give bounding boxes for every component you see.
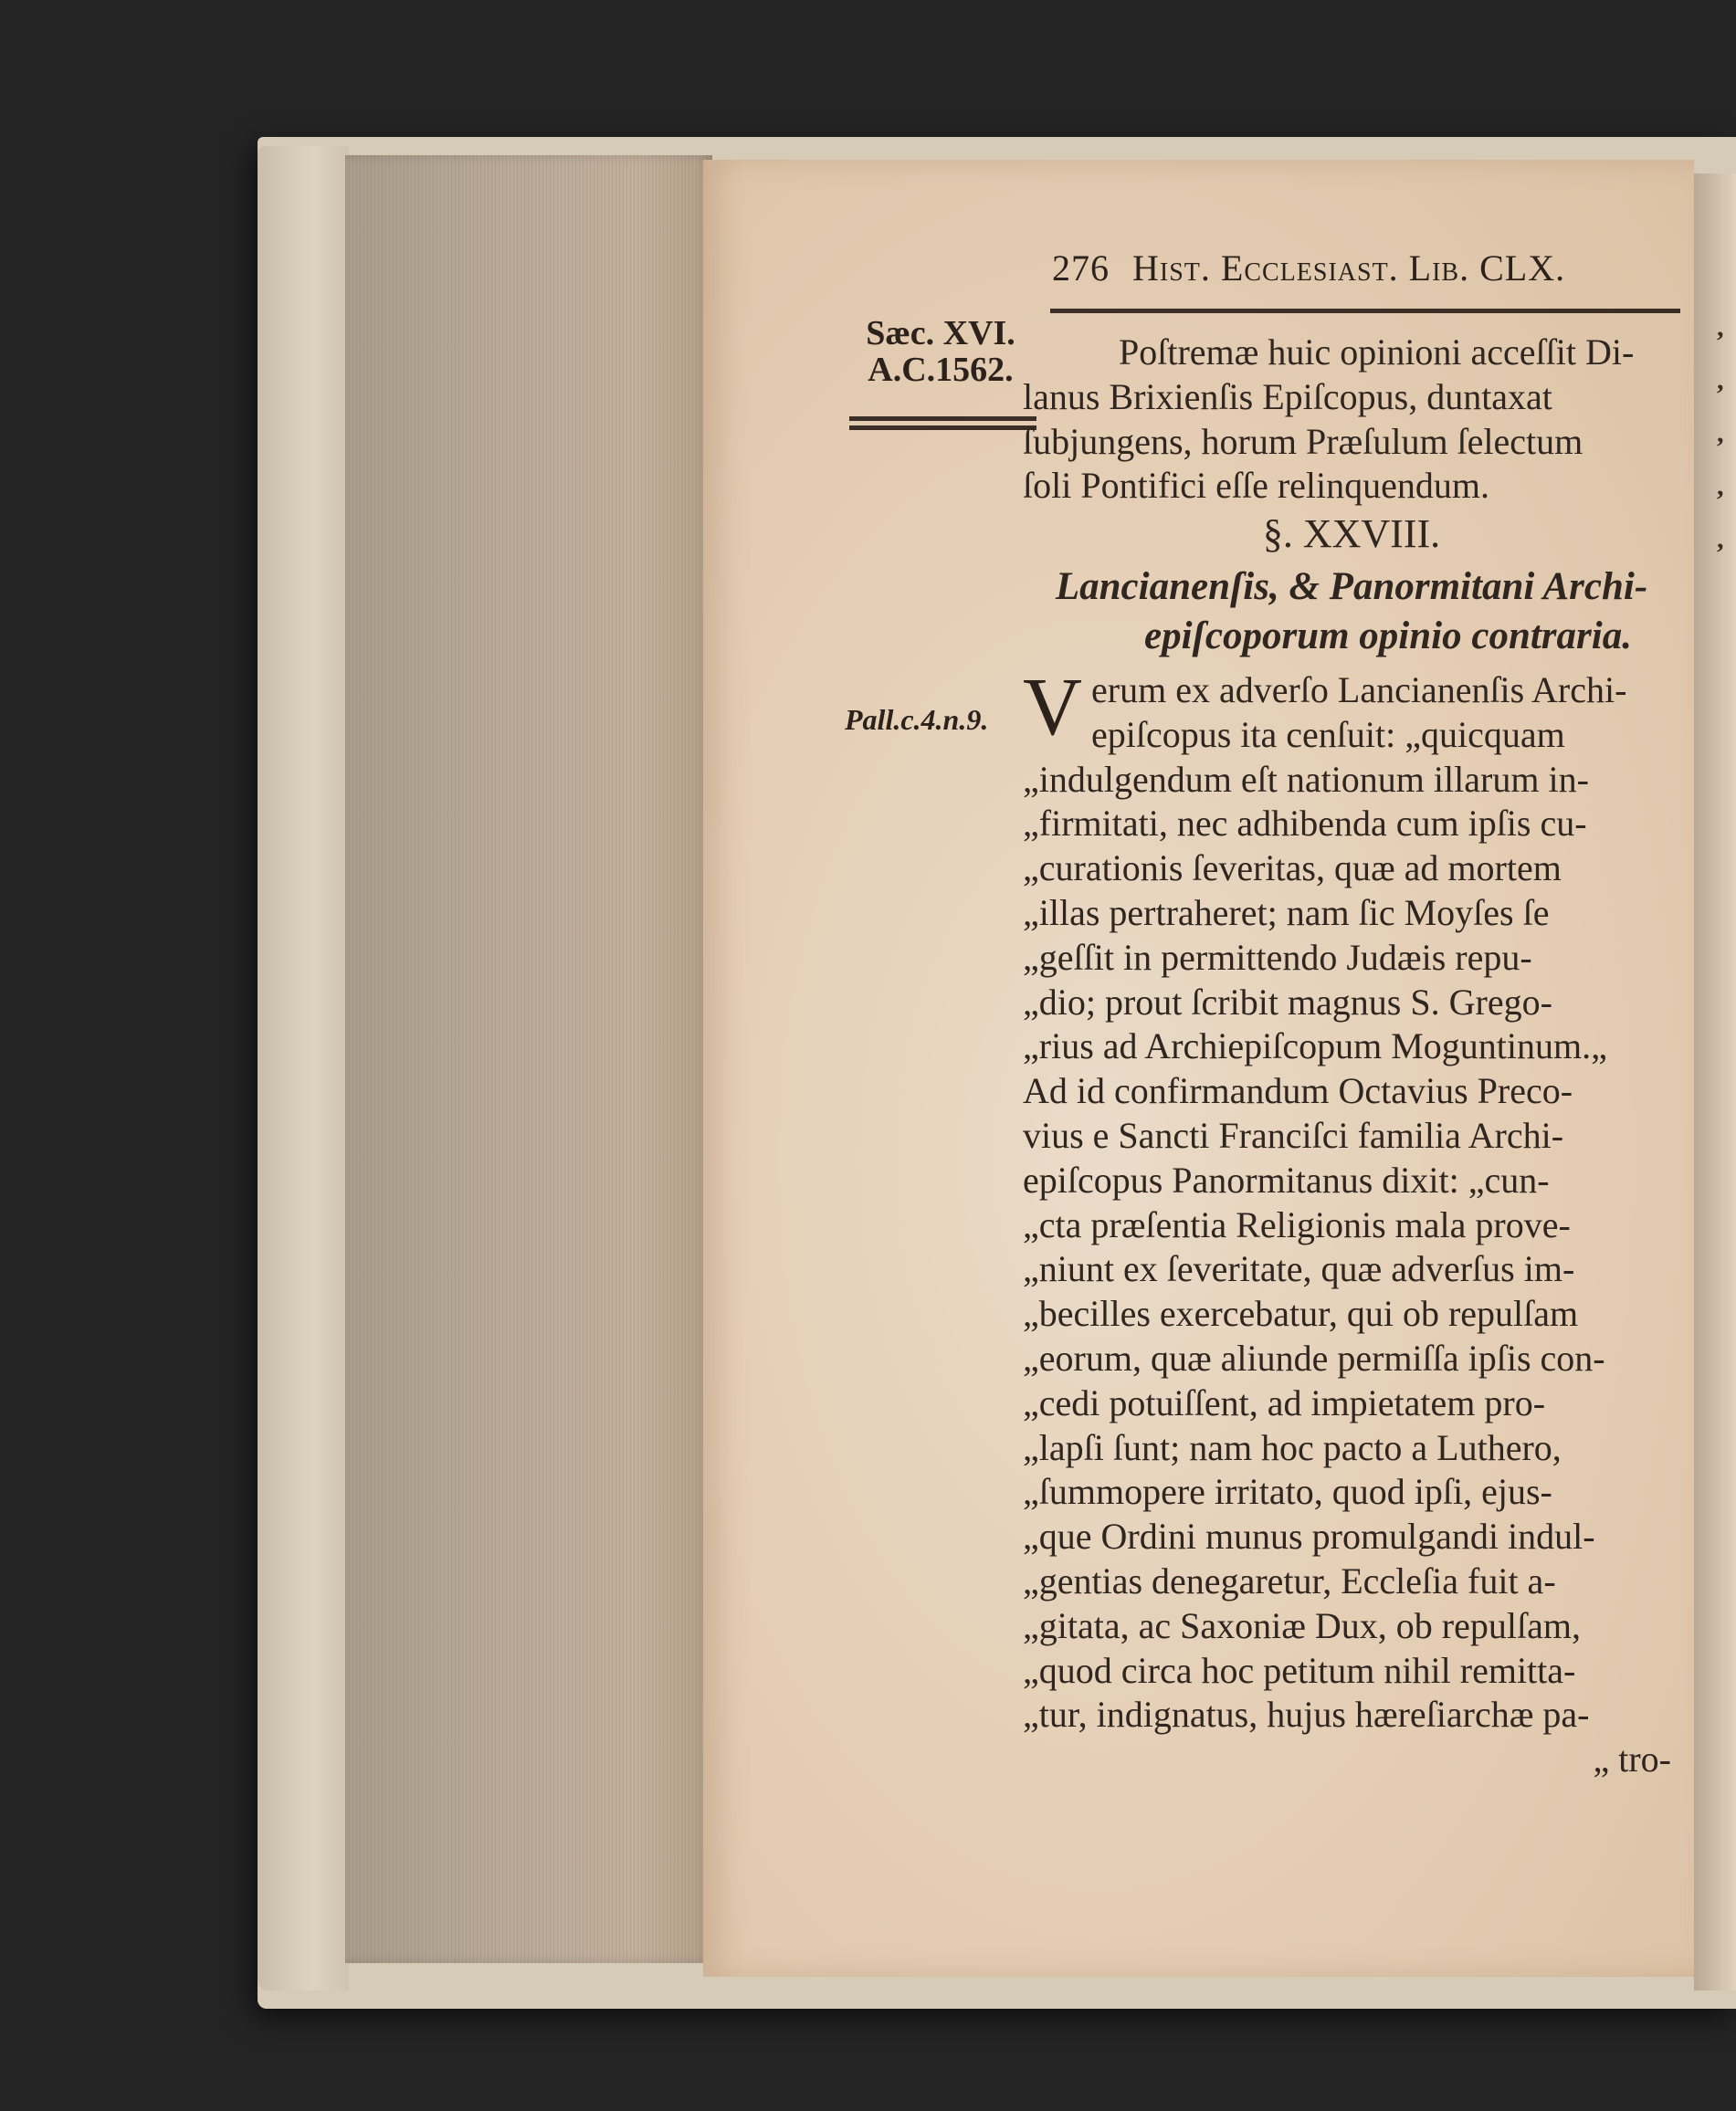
drop-cap: V [1023, 661, 1082, 752]
page-edges [345, 155, 712, 1963]
book-cover-edge [258, 146, 349, 1990]
facing-page-marks: , , , , , [1717, 312, 1724, 554]
text-line: „curationis ſeveritas, quæ ad mortem [1023, 847, 1562, 889]
text-line: „dio; prout ſcribit magnus S. Grego- [1023, 981, 1552, 1023]
paragraph-body [1023, 758, 1680, 1738]
text-line: „gitata, ac Saxoniæ Dux, ob repulſam, [1023, 1604, 1581, 1646]
text-line: epiſcopus ita cenſuit: „quicquam [1091, 713, 1565, 755]
text-line: Poſtremæ huic opinioni acceſſit Di- [1119, 331, 1635, 373]
running-title: Hist. Ecclesiast. [1132, 247, 1399, 289]
page-number: 276 [1052, 247, 1110, 289]
text-line: „firmitati, nec adhibenda cum ipſis cu- [1023, 803, 1587, 845]
text-line: „gentias denegaretur, Eccleſia fuit a- [1023, 1560, 1556, 1602]
text-line: „ſummopere irritato, quod ipſi, ejus- [1023, 1471, 1552, 1513]
text-line: „cta præſentia Religionis mala prove- [1023, 1203, 1571, 1245]
text-line: Ad id confirmandum Octavius Preco- [1023, 1070, 1573, 1112]
section-title-line: epiſcoporum opinio contraria. [1144, 614, 1632, 657]
paragraph-opening [1023, 661, 1680, 758]
text-line: „que Ordini munus promulgandi indul- [1023, 1516, 1595, 1558]
margin-note-reference: Pall.c.4.n.9. [845, 703, 989, 736]
text-line: erum ex adverſo Lancianenſis Archi- [1091, 668, 1627, 710]
text-line: ſoli Pontifici eſſe relinquendum. [1023, 465, 1490, 507]
text-block [1023, 331, 1680, 1782]
margin-note-date [845, 315, 1036, 388]
catchword: „ tro- [1593, 1738, 1671, 1780]
text-line: „tur, indignatus, hujus hæreſiarchæ pa- [1023, 1694, 1590, 1736]
section-title-line: Lancianenſis, & Panormitani Archi- [1055, 564, 1648, 608]
margin-rule [849, 416, 1036, 421]
text-line: „rius ad Archiepiſcopum Moguntinum.„ [1023, 1025, 1607, 1067]
text-line: „quod circa hoc petitum nihil remitta- [1023, 1649, 1576, 1691]
running-head [1052, 247, 1682, 289]
text-line: „illas pertraheret; nam ſic Moyſes ſe [1023, 891, 1550, 933]
text-line: epiſcopus Panormitanus dixit: „cun- [1023, 1159, 1550, 1201]
text-line: ſubjungens, horum Præſulum ſelectum [1023, 420, 1583, 462]
text-line: „becilles exercebatur, qui ob repulſam [1023, 1293, 1579, 1335]
text-line: „lapſi ſunt; nam hoc pacto a Luthero, [1023, 1426, 1562, 1468]
head-rule [1050, 309, 1680, 313]
margin-century: Sæc. XVI. [866, 314, 1015, 352]
margin-year: A.C.1562. [868, 351, 1014, 389]
text-line: lanus Brixienſis Epiſcopus, duntaxat [1023, 375, 1552, 417]
text-line: „geſſit in permittendo Judæis repu- [1023, 936, 1532, 978]
margin-rule [849, 425, 1036, 430]
text-line: „niunt ex ſeveritate, quæ adverſus im- [1023, 1248, 1575, 1290]
section-number: §. XXVIII. [1262, 512, 1441, 557]
text-line: vius e Sancti Franciſci familia Archi- [1023, 1114, 1564, 1156]
book-number: Lib. CLX. [1408, 247, 1566, 289]
text-line: „indulgendum eſt nationum illarum in- [1023, 758, 1589, 800]
text-line: „eorum, quæ aliunde permiſſa ipſis con- [1023, 1337, 1605, 1379]
text-line: „cedi potuiſſent, ad impietatem pro- [1023, 1381, 1546, 1423]
